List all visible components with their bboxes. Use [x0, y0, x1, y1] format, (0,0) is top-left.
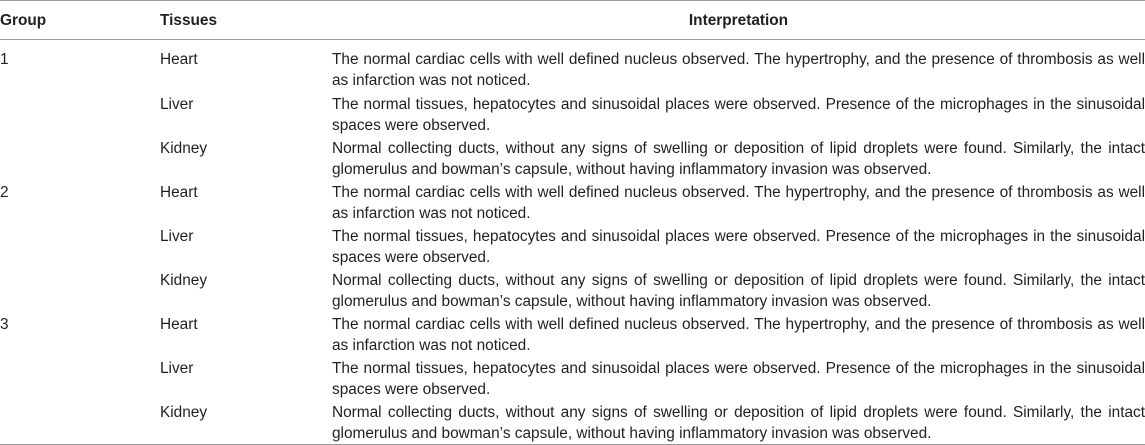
table-row — [0, 137, 1145, 181]
group-cell — [0, 269, 160, 313]
group-cell — [0, 93, 160, 137]
table-row — [0, 313, 1145, 357]
interpretation-cell: The normal cardiac cells with well defined nucleus observed. The hypertrophy, and the presence of thrombosis as well as infarction was not noticed. — [332, 51, 1145, 89]
table-row — [0, 181, 1145, 225]
group-cell: 3 — [0, 316, 9, 333]
table-row — [0, 225, 1145, 269]
table-row — [0, 401, 1145, 445]
group-cell — [0, 401, 160, 445]
interpretation-cell: The normal tissues, hepatocytes and sinusoidal places were observed. Presence of the microphages in the sinusoidal spaces were observed. — [332, 228, 1145, 266]
group-cell — [0, 357, 160, 401]
group-cell — [0, 137, 160, 181]
tissue-cell: Heart — [160, 184, 198, 201]
interpretation-cell: The normal tissues, hepatocytes and sinusoidal places were observed. Presence of the microphages in the sinusoidal spaces were observed. — [332, 360, 1145, 398]
tissue-cell: Liver — [160, 228, 194, 245]
table-row — [0, 40, 1145, 94]
table-header — [0, 1, 1145, 40]
tissue-cell: Kidney — [160, 140, 208, 157]
header-interpretation: Interpretation — [332, 1, 1145, 40]
interpretation-cell: The normal cardiac cells with well defined nucleus observed. The hypertrophy, and the presence of thrombosis as well as infarction was not noticed. — [332, 316, 1145, 354]
header-group: Group — [0, 1, 160, 40]
interpretation-cell: Normal collecting ducts, without any signs of swelling or deposition of lipid droplets were found. Similarly, the intact glomerulus and bowman’s capsule, without having inflammatory invasion was observed. — [332, 401, 1145, 445]
table-row — [0, 93, 1145, 137]
tissue-cell: Heart — [160, 316, 198, 333]
interpretation-cell: The normal tissues, hepatocytes and sinusoidal places were observed. Presence of the microphages in the sinusoidal spaces were observed. — [332, 96, 1145, 134]
tissue-cell: Kidney — [160, 401, 332, 445]
tissue-cell: Kidney — [160, 272, 208, 289]
group-cell — [0, 225, 160, 269]
header-tissues: Tissues — [160, 1, 332, 40]
interpretation-cell: Normal collecting ducts, without any signs of swelling or deposition of lipid droplets were found. Similarly, the intact glomerulus and bowman’s capsule, without having inflammatory invasion was observed. — [332, 272, 1145, 310]
table-body — [0, 40, 1145, 445]
interpretation-cell: The normal cardiac cells with well defined nucleus observed. The hypertrophy, and the presence of thrombosis as well as infarction was not noticed. — [332, 184, 1145, 222]
tissue-cell: Liver — [160, 360, 194, 377]
header-row — [0, 1, 1145, 40]
tissue-cell: Liver — [160, 96, 194, 113]
table-row — [0, 357, 1145, 401]
table-row — [0, 269, 1145, 313]
tissue-cell: Heart — [160, 51, 198, 68]
group-cell: 2 — [0, 184, 9, 201]
interpretation-cell: Normal collecting ducts, without any signs of swelling or deposition of lipid droplets were found. Similarly, the intact glomerulus and bowman’s capsule, without having inflammatory invasion was observed. — [332, 140, 1145, 178]
group-cell: 1 — [0, 51, 9, 68]
